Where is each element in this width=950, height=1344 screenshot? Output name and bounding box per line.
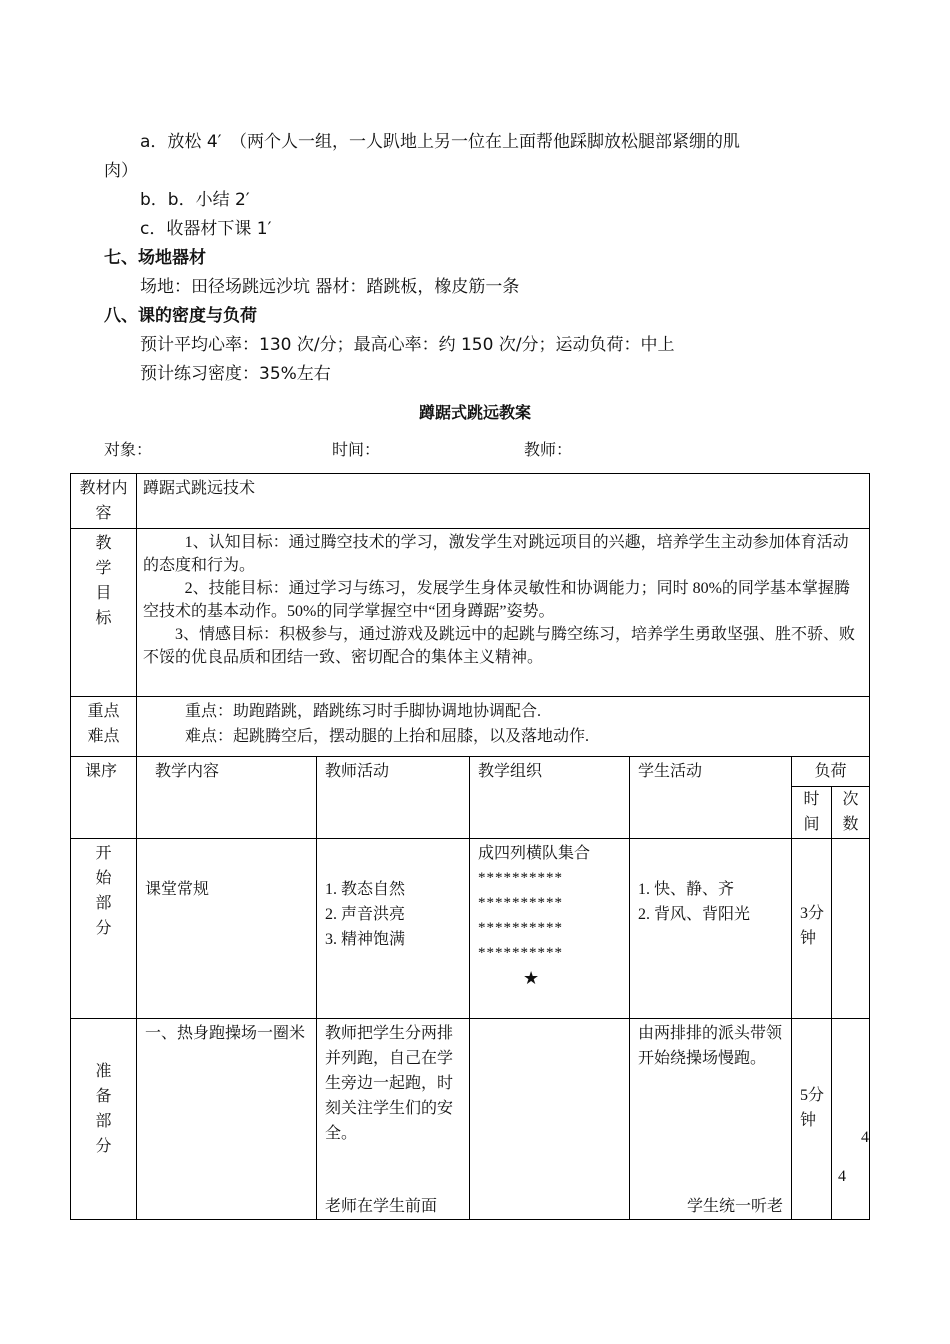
table-row bbox=[71, 839, 870, 1019]
header-student: 学生活动 bbox=[630, 757, 792, 839]
material-value: 蹲踞式跳远技术 bbox=[137, 474, 870, 529]
goal-cognitive: 1、认知目标：通过腾空技术的学习，激发学生对跳远项目的兴趣，培养学生主动参加体育活动的态度和行为。 bbox=[143, 534, 849, 574]
teacher-star-icon: ★ bbox=[523, 968, 540, 988]
difficulty-text: 难点：起跳腾空后，摆动腿的上抬和屈膝，以及落地动作. bbox=[185, 728, 590, 745]
table-row bbox=[71, 1019, 870, 1220]
material-label: 教材内容 bbox=[71, 474, 137, 529]
start-content: 课堂常规 bbox=[137, 839, 317, 1019]
header-load: 负荷 bbox=[792, 757, 870, 787]
formation-row: ********** bbox=[478, 870, 563, 886]
prep-content: 一、热身跑操场一圈米 bbox=[137, 1019, 317, 1220]
lesson-plan-table bbox=[70, 473, 870, 1220]
start-count bbox=[832, 839, 870, 1019]
formation-row: ********** bbox=[478, 945, 563, 961]
keypoint-text: 重点：助跑踏跳，踏跳练习时手脚协调地协调配合. bbox=[185, 703, 542, 720]
prep-count-b: 4 bbox=[838, 1168, 846, 1185]
header-organization: 教学组织 bbox=[470, 757, 630, 839]
header-teacher: 教师活动 bbox=[317, 757, 470, 839]
relax-line-cont: 肉） bbox=[104, 161, 138, 181]
time-label: 时间： bbox=[332, 442, 381, 459]
section-prep-label: 准备部分 bbox=[71, 1019, 137, 1220]
header-count: 次数 bbox=[832, 787, 870, 839]
teacher-label: 教师： bbox=[524, 442, 573, 459]
heart-rate-line: 预计平均心率：130 次/分；最高心率：约 150 次/分；运动负荷：中上 bbox=[140, 335, 675, 355]
start-time: 3分钟 bbox=[792, 839, 832, 1019]
teacher-item: 1. 教态自然 bbox=[325, 881, 406, 898]
prep-count-a: 4 bbox=[861, 1129, 870, 1146]
prep-teacher-bottom: 老师在学生前面 bbox=[325, 1198, 438, 1215]
goal-skill: 2、技能目标：通过学习与练习，发展学生身体灵敏性和协调能力；同时 80%的同学基本掌握腾空技术的基本动作。50%的同学掌握空中“团身蹲踞”姿势。 bbox=[143, 580, 850, 620]
dismiss-line: c．收器材下课 1′ bbox=[140, 219, 272, 239]
header-order: 课序 bbox=[71, 757, 137, 839]
student-item: 1. 快、静、齐 bbox=[638, 881, 735, 898]
summary-line: b．b．小结 2′ bbox=[140, 190, 250, 210]
goal-emotional: 3、情感目标：积极参与，通过游戏及跳远中的起跳与腾空练习，培养学生勇敢坚强、胜不骄、败不馁的优良品质和团结一致、密切配合的集体主义精神。 bbox=[143, 626, 856, 666]
teacher-item: 2. 声音洪亮 bbox=[325, 906, 406, 923]
keypoint-label: 重点难点 bbox=[71, 697, 137, 757]
target-label: 对象： bbox=[104, 442, 153, 459]
lesson-plan-title: 蹲踞式跳远教案 bbox=[418, 403, 531, 422]
header-time: 时间 bbox=[792, 787, 832, 839]
prep-teacher: 教师把学生分两排并列跑，自己在学生旁边一起跑，时刻关注学生们的安全。 bbox=[325, 1025, 454, 1142]
prep-student-bottom: 学生统一听老 bbox=[686, 1198, 783, 1215]
prep-student: 由两排排的派头带领开始绕操场慢跑。 bbox=[638, 1025, 783, 1067]
venue-equipment: 场地：田径场跳远沙坑 器材：踏跳板，橡皮筋一条 bbox=[140, 277, 520, 297]
formation-title: 成四列横队集合 bbox=[478, 845, 591, 862]
section-start-label: 开始部分 bbox=[71, 839, 137, 1019]
goal-label: 教学目标 bbox=[71, 529, 137, 697]
student-item: 2. 背风、背阳光 bbox=[638, 906, 751, 923]
formation-row: ********** bbox=[478, 920, 563, 936]
relax-line: a．放松 4′ （两个人一组，一人趴地上另一位在上面帮他踩脚放松腿部紧绷的肌 bbox=[140, 132, 740, 152]
prep-time: 5分钟 bbox=[792, 1019, 832, 1220]
section7-heading: 七、场地器材 bbox=[104, 248, 206, 268]
section8-heading: 八、课的密度与负荷 bbox=[104, 306, 257, 326]
formation-row: ********** bbox=[478, 895, 563, 911]
teacher-item: 3. 精神饱满 bbox=[325, 931, 406, 948]
header-content: 教学内容 bbox=[137, 757, 317, 839]
density-line: 预计练习密度：35%左右 bbox=[140, 364, 331, 384]
prep-organization bbox=[470, 1019, 630, 1220]
